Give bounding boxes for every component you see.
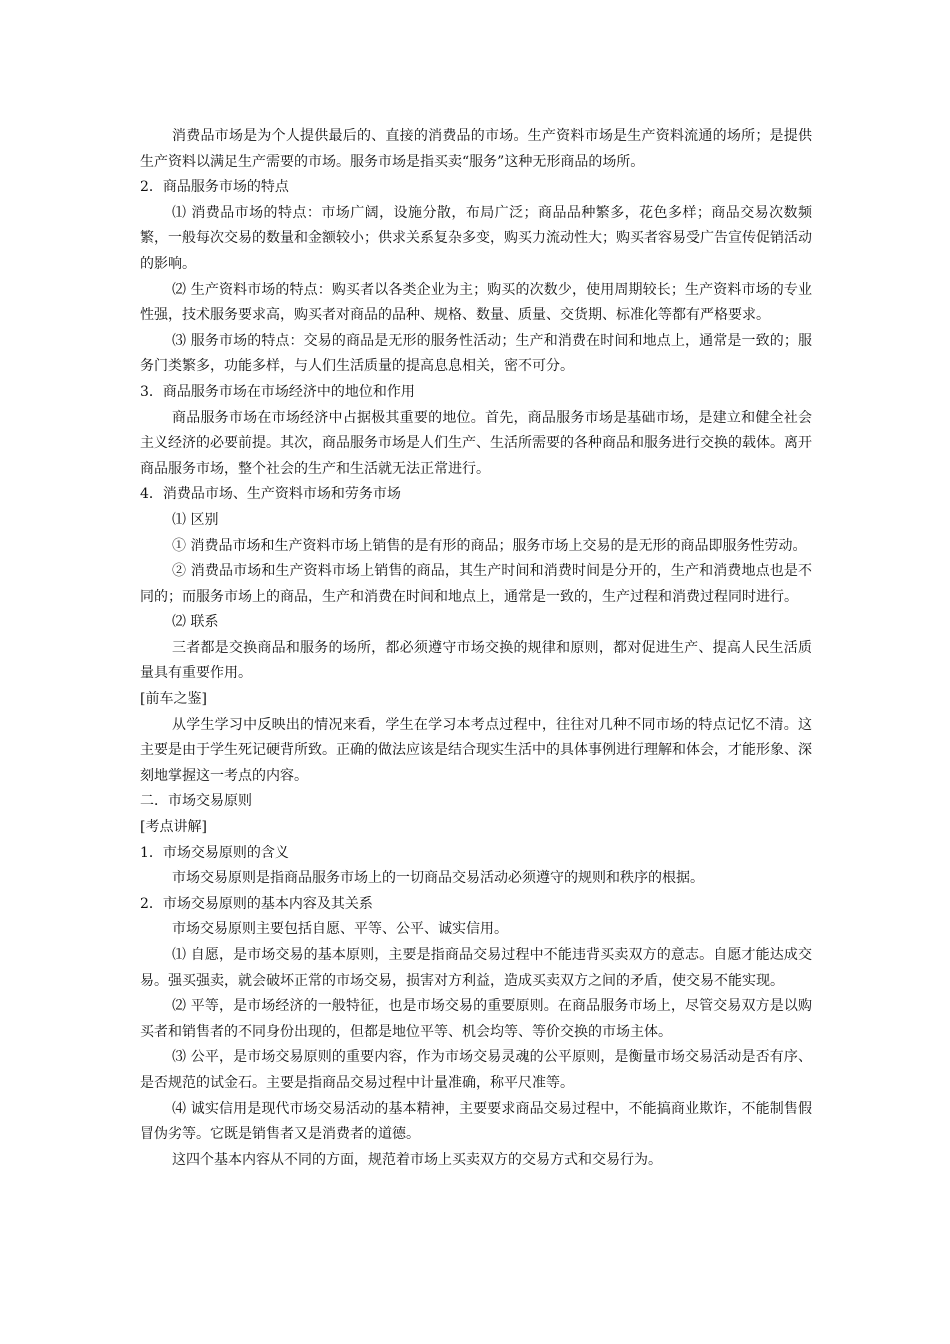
paragraph-production-market-features: ⑵ 生产资料市场的特点：购买者以各类企业为主；购买的次数少，使用周期较长；生产资料市场的专业性强，技术服务要求高，购买者对商品的品种、规格、数量、质量、交货期、标准化等都有严格要求。 bbox=[140, 281, 812, 324]
paragraph-difference-2: ② 消费品市场和生产资料市场上销售的商品，其生产时间和消费时间是分开的，生产和消费地点也是不同的；而服务市场上的商品，生产和消费在时间和地点上，通常是一致的，生产过程和消费过程同时进行。 bbox=[140, 563, 812, 605]
paragraph-consumer-market-features: ⑴ 消费品市场的特点：市场广阔，设施分散，布局广泛；商品品种繁多，花色多样；商品交易次数频繁，一般每次交易的数量和金额较小；供求关系复杂多变，购买力流动性大；购买者容易受广告宣传促销活动的影响。 bbox=[140, 204, 812, 272]
heading-market-features: 2．商品服务市场的特点 bbox=[140, 179, 289, 196]
paragraph-market-role: 商品服务市场在市场经济中占据极其重要的地位。首先，商品服务市场是基础市场，是建立和健全社会主义经济的必要前提。其次，商品服务市场是人们生产、生活所需要的各种商品和服务进行交换的载体。离开商品服务市场，整个社会的生产和生活就无法正常进行。 bbox=[140, 409, 812, 477]
document-body bbox=[140, 124, 812, 1173]
paragraph-fairness: ⑶ 公平，是市场交易原则的重要内容，作为市场交易灵魂的公平原则，是衡量市场交易活动是否有序、是否规范的试金石。主要是指商品交易过程中计量准确，称平尺准等。 bbox=[140, 1049, 812, 1091]
paragraph-principle-meaning: 市场交易原则是指商品服务市场上的一切商品交易活动必须遵守的规则和秩序的根据。 bbox=[172, 870, 704, 887]
paragraph-principle-list: 市场交易原则主要包括自愿、平等、公平、诚实信用。 bbox=[172, 921, 508, 938]
heading-lessons: [前车之鉴] bbox=[140, 691, 207, 708]
heading-key-points: [考点讲解] bbox=[140, 819, 207, 836]
paragraph-honesty: ⑷ 诚实信用是现代市场交易活动的基本精神，主要要求商品交易过程中，不能搞商业欺诈，不能制售假冒伪劣等。它既是销售者又是消费者的道德。 bbox=[140, 1100, 812, 1143]
paragraph-voluntary: ⑴ 自愿，是市场交易的基本原则，主要是指商品交易过程中不能违背买卖双方的意志。自愿才能达成交易。强买强卖，就会破坏正常的市场交易，损害对方利益，造成买卖双方之间的矛盾，使交易不能实现。 bbox=[140, 947, 812, 989]
paragraph-connection: 三者都是交换商品和服务的场所，都必须遵守市场交换的规律和原则，都对促进生产、提高人民生活质量具有重要作用。 bbox=[140, 639, 812, 682]
paragraph-difference-1: ① 消费品市场和生产资料市场上销售的是有形的商品；服务市场上交易的是无形的商品即服务性劳动。 bbox=[172, 537, 807, 554]
paragraph-service-market-features: ⑶ 服务市场的特点：交易的商品是无形的服务性活动；生产和消费在时间和地点上，通常是一致的；服务门类繁多，功能多样，与人们生活质量的提高息息相关，密不可分。 bbox=[140, 332, 812, 375]
heading-trade-principles: 二．市场交易原则 bbox=[140, 793, 252, 810]
paragraph-summary: 这四个基本内容从不同的方面，规范着市场上买卖双方的交易方式和交易行为。 bbox=[172, 1151, 662, 1168]
subheading-difference: ⑴ 区别 bbox=[172, 511, 219, 528]
paragraph-lessons: 从学生学习中反映出的情况来看，学生在学习本考点过程中，往往对几种不同市场的特点记忆不清。这主要是由于学生死记硬背所致。正确的做法应该是结合现实生活中的具体事例进行理解和体会，才能形象、深刻地掌握这一考点的内容。 bbox=[140, 716, 812, 784]
heading-principle-content: 2．市场交易原则的基本内容及其关系 bbox=[140, 895, 373, 912]
paragraph-equality: ⑵ 平等，是市场经济的一般特征，也是市场交易的重要原则。在商品服务市场上，尽管交易双方是以购买者和销售者的不同身份出现的，但都是地位平等、机会均等、等价交换的市场主体。 bbox=[140, 998, 812, 1040]
subheading-connection: ⑵ 联系 bbox=[172, 614, 219, 631]
heading-three-markets: 4．消费品市场、生产资料市场和劳务市场 bbox=[140, 486, 401, 503]
paragraph-markets-definition: 消费品市场是为个人提供最后的、直接的消费品的市场。生产资料市场是生产资料流通的场所；是提供生产资料以满足生产需要的市场。服务市场是指买卖“服务”这种无形商品的场所。 bbox=[140, 128, 812, 170]
heading-market-role: 3．商品服务市场在市场经济中的地位和作用 bbox=[140, 383, 415, 400]
heading-principle-meaning: 1．市场交易原则的含义 bbox=[140, 844, 289, 861]
